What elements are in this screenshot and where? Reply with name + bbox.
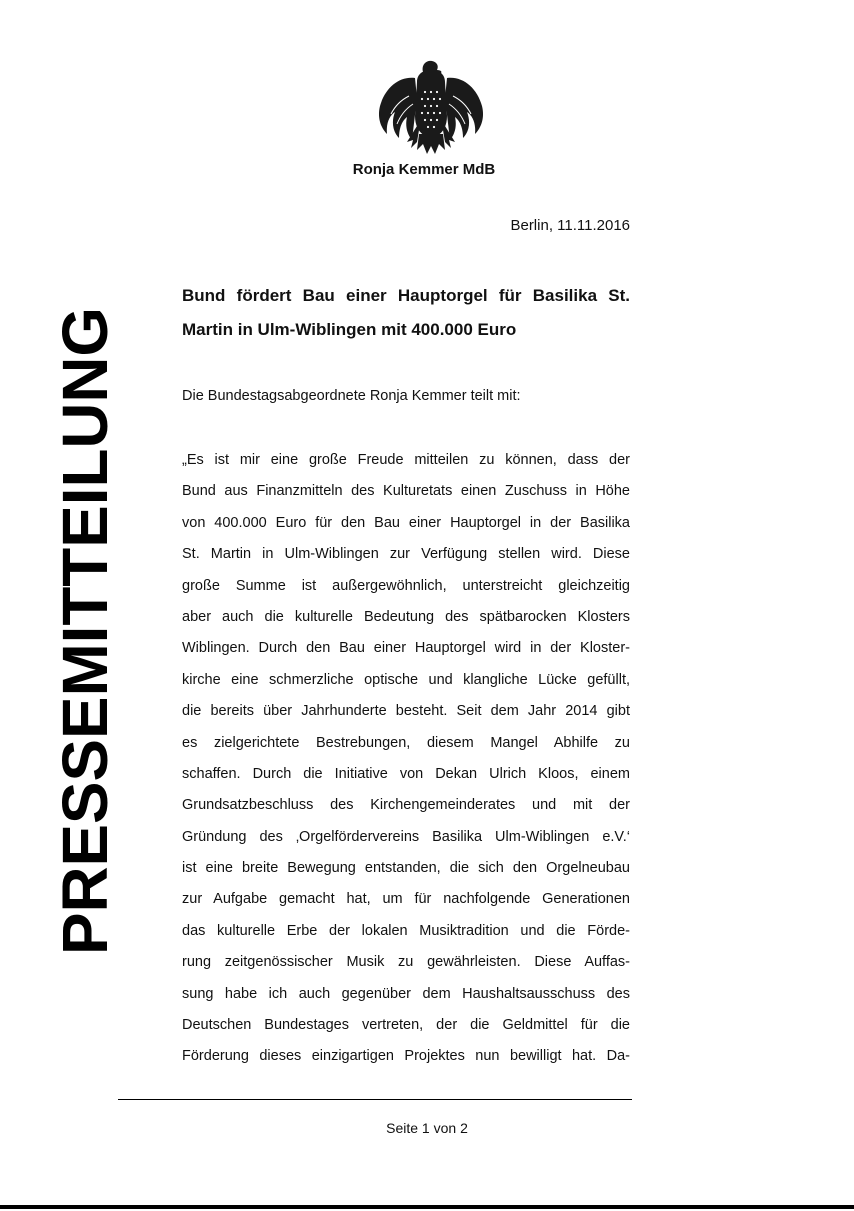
headline: Bund fördert Bau einer Hauptorgel für Basilika St. Martin in Ulm-Wiblingen mit 400.000 Euro bbox=[182, 286, 630, 339]
body-line: aber auch die kulturelle Bedeutung des spätbarocken Klosters bbox=[182, 608, 630, 625]
body-line: Bund aus Finanzmitteln des Kulturetats einen Zuschuss in Höhe bbox=[182, 483, 630, 500]
body-line: rung zeitgenössischer Musik zu gewährleisten. Diese Auffas- bbox=[182, 954, 630, 971]
body-line: Förderung dieses einzigartigen Projektes nun bewilligt hat. Da- bbox=[182, 1048, 630, 1065]
date-line: Berlin, 11.11.2016 bbox=[510, 217, 630, 234]
body-line: das kulturelle Erbe der lokalen Musiktradition und die Förde- bbox=[182, 922, 630, 939]
body-line: Deutschen Bundestages vertreten, der die Geldmittel für die bbox=[182, 1017, 630, 1034]
page-bottom-border bbox=[0, 1205, 854, 1209]
body-line: kirche eine schmerzliche optische und klangliche Lücke gefüllt, bbox=[182, 671, 630, 688]
body-line: St. Martin in Ulm-Wiblingen zur Verfügung stellen wird. Diese bbox=[182, 546, 630, 563]
body-line: Grundsatzbeschluss des Kirchengemeinderates und mit der bbox=[182, 797, 630, 814]
intro-line: Die Bundestagsabgeordnete Ronja Kemmer teilt mit: bbox=[182, 388, 521, 404]
body-line: es zielgerichtete Bestrebungen, diesem Mangel Abhilfe zu bbox=[182, 734, 630, 751]
body-line: zur Aufgabe gemacht hat, um für nachfolgende Generationen bbox=[182, 891, 630, 908]
body-line: „Es ist mir eine große Freude mitteilen zu können, dass der bbox=[182, 452, 630, 468]
body-line: Gründung des ‚Orgelfördervereins Basilika Ulm-Wiblingen e.V.‘ bbox=[182, 828, 630, 845]
body-line: die bereits über Jahrhunderte besteht. Seit dem Jahr 2014 gibt bbox=[182, 703, 630, 720]
page-number: Seite 1 von 2 bbox=[386, 1120, 468, 1136]
body-line: ist eine breite Bewegung entstanden, die sich den Orgelneubau bbox=[182, 860, 630, 877]
body-line: große Summe ist außergewöhnlich, unterstreicht gleichzeitig bbox=[182, 577, 630, 594]
body-line: sung habe ich auch gegenüber dem Haushaltsausschuss des bbox=[182, 985, 630, 1002]
member-name: Ronja Kemmer MdB bbox=[352, 161, 496, 178]
body-text bbox=[182, 448, 630, 1076]
footer-divider bbox=[118, 1099, 632, 1100]
body-line: Wiblingen. Durch den Bau einer Hauptorgel wird in der Kloster- bbox=[182, 640, 630, 657]
federal-eagle-icon bbox=[377, 58, 485, 160]
vertical-title-text: PRESSEMITTEILUNG bbox=[49, 304, 121, 955]
body-line: schaffen. Durch die Initiative von Dekan Ulrich Kloos, einem bbox=[182, 765, 630, 782]
body-line: von 400.000 Euro für den Bau einer Hauptorgel in der Basilika bbox=[182, 514, 630, 531]
vertical-title bbox=[49, 304, 121, 955]
